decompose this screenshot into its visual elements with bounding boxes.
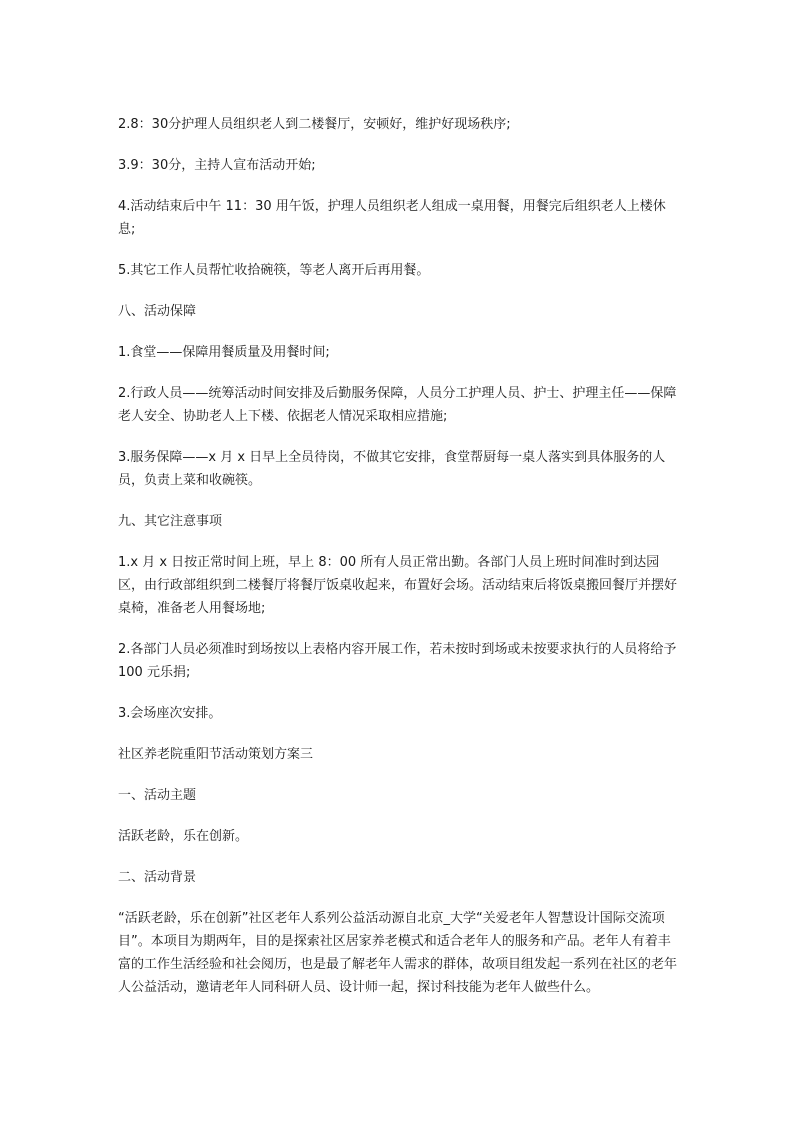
paragraph-guarantee-2: 2.行政人员——统筹活动时间安排及后勤服务保障，人员分工护理人员、护士、护理主任——保障老人安全、协助老人上下楼、依据老人情况采取相应措施; (118, 386, 677, 424)
section-heading-background: 二、活动背景 (118, 870, 197, 885)
paragraph-theme: 活跃老龄，乐在创新。 (118, 829, 249, 844)
paragraph-background: “活跃老龄，乐在创新”社区老年人系列公益活动源自北京_大学“关爱老年人智慧设计国际交流项目”。本项目为期两年，目的是探索社区居家养老模式和适合老年人的服务和产品。老年人有着丰富的工作生活经验和社会阅历，也是最了解老年人需求的群体，故项目组发起一系列在社区的老年人公益活动，邀请老年人同科研人员、设计师一起，探讨科技能为老年人做些什么。 (118, 911, 678, 995)
paragraph-guarantee-1: 1.食堂——保障用餐质量及用餐时间; (118, 345, 330, 360)
paragraph-step-4: 4.活动结束后中午 11：30 用午饭，护理人员组织老人组成一桌用餐，用餐完后组织老人上楼休息; (118, 199, 666, 237)
paragraph-notes-2: 2.各部门人员必须准时到场按以上表格内容开展工作，若未按时到场或未按要求执行的人员将给予 100 元乐捐; (118, 642, 681, 680)
paragraph-step-2: 2.8：30分护理人员组织老人到二楼餐厅，安顿好，维护好现场秩序; (118, 117, 511, 132)
paragraph-step-5: 5.其它工作人员帮忙收拾碗筷，等老人离开后再用餐。 (118, 263, 430, 278)
paragraph-step-3: 3.9：30分，主持人宣布活动开始; (118, 158, 316, 173)
paragraph-guarantee-3: 3.服务保障——x 月 x 日早上全员待岗，不做其它安排，食堂帮厨每一桌人落实到具体服务的人员，负责上菜和收碗筷。 (118, 450, 666, 488)
paragraph-notes-3: 3.会场座次安排。 (118, 706, 222, 721)
section-heading-notes: 九、其它注意事项 (118, 514, 223, 529)
paragraph-notes-1: 1.x 月 x 日按正常时间上班，早上 8：00 所有人员正常出勤。各部门人员上班时间准时到达园区，由行政部组织到二楼餐厅将餐厅饭桌收起来，布置好会场。活动结束后将饭桌搬回餐厅并摆好桌椅，准备老人用餐场地; (118, 555, 678, 616)
document-body (118, 113, 681, 1017)
section-heading-guarantee: 八、活动保障 (118, 304, 197, 319)
plan-three-title: 社区养老院重阳节活动策划方案三 (118, 747, 314, 762)
section-heading-theme: 一、活动主题 (118, 788, 197, 803)
